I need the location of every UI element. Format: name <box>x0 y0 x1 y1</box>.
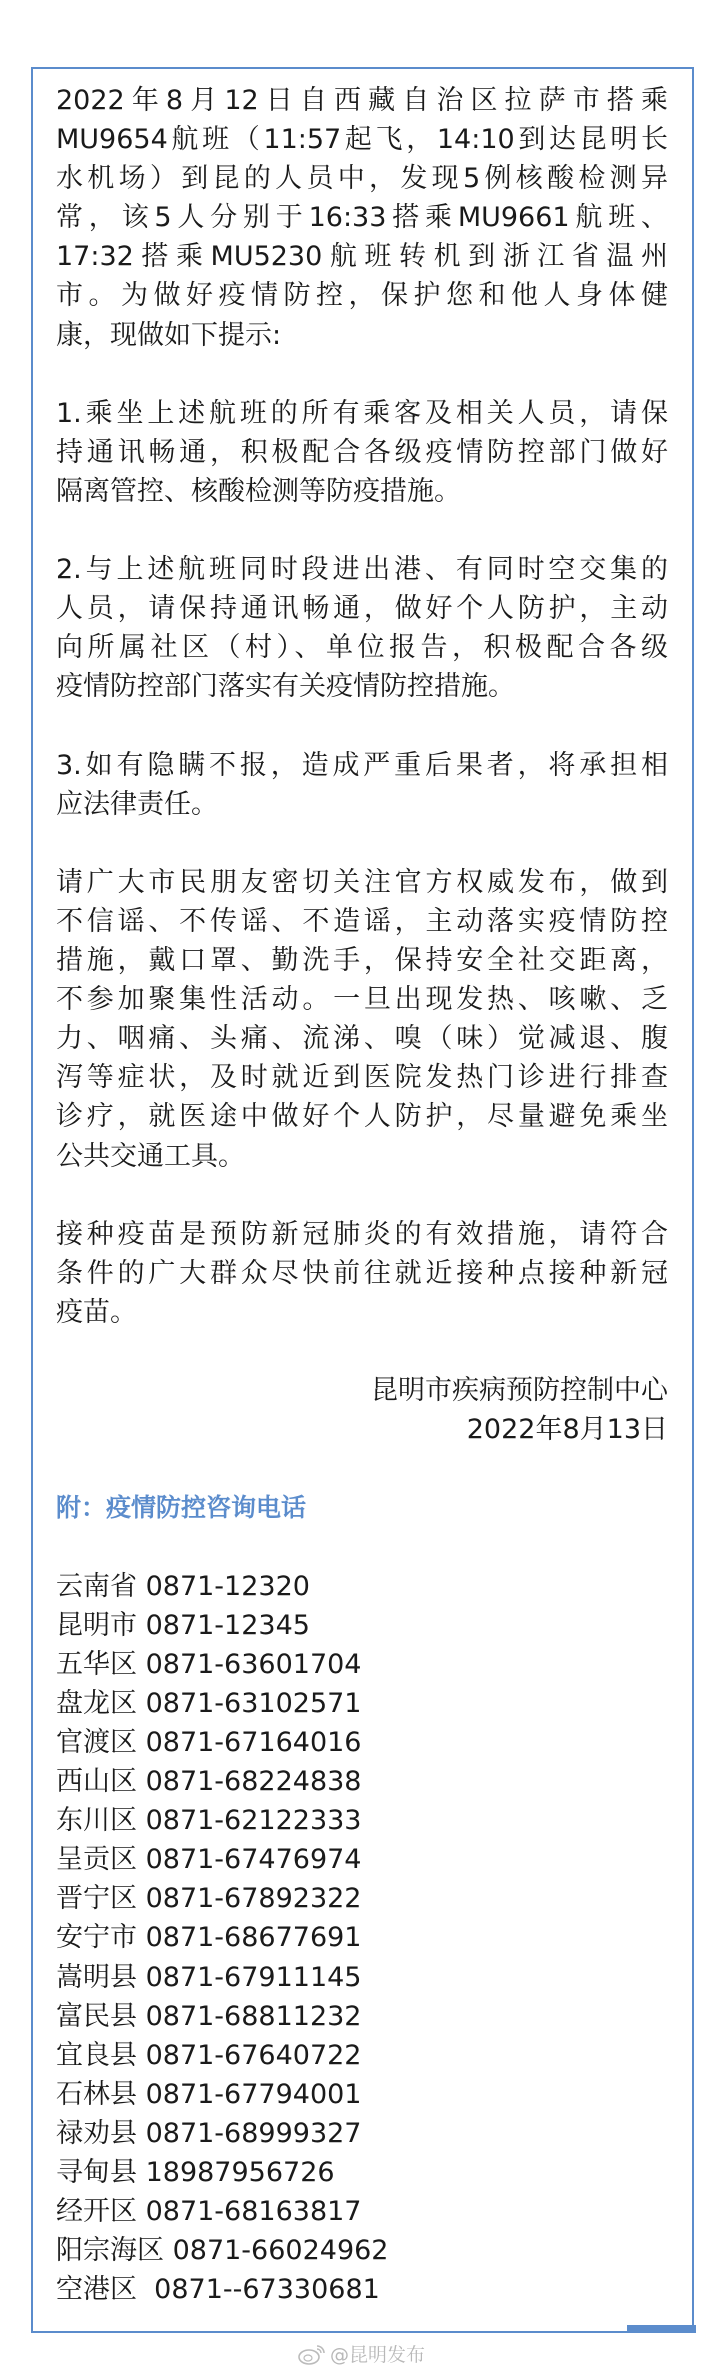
hotline-list <box>56 1567 668 2310</box>
notice-content <box>56 81 668 2309</box>
hotline-item <box>56 1879 668 1918</box>
paragraph-line: 不信谣、不传谣、不造谣，主动落实疫情防控 <box>56 905 668 937</box>
hotline-area: 阳宗海区 <box>56 2235 164 2267</box>
hotline-area: 五华区 <box>56 1648 137 1680</box>
paragraph-line: 持通讯畅通，积极配合各级疫情防控部门做好 <box>56 436 668 468</box>
hotline-item <box>56 2231 668 2270</box>
hotline-area: 云南省 <box>56 1570 137 1602</box>
hotline-area: 东川区 <box>56 1805 137 1837</box>
hotline-area: 宜良县 <box>56 2039 137 2071</box>
hotline-phone: 0871-63102571 <box>145 1687 362 1719</box>
paragraph <box>56 863 668 1176</box>
paragraph-line: 17:32搭乘MU5230航班转机到浙江省温州 <box>56 241 668 273</box>
paragraph-line: 人员，请保持通讯畅通，做好个人防护，主动 <box>56 593 668 625</box>
hotline-phone: 18987956726 <box>145 2156 335 2188</box>
paragraph-line: 措施，戴口罩、勤洗手，保持安全社交距离， <box>56 945 668 977</box>
hotline-phone: 0871-68677691 <box>145 1922 362 1954</box>
hotline-phone: 0871-67640722 <box>145 2039 362 2071</box>
hotline-phone: 0871-67476974 <box>145 1844 362 1876</box>
hotline-item <box>56 1645 668 1684</box>
hotline-item <box>56 1684 668 1723</box>
paragraph-line: 公共交通工具。 <box>56 1140 245 1172</box>
notice-paragraphs <box>56 81 668 1332</box>
hotline-phone: 0871-12320 <box>145 1570 310 1602</box>
hotline-area: 晋宁区 <box>56 1883 137 1915</box>
hotline-phone: 0871-68999327 <box>145 2117 362 2149</box>
hotline-item <box>56 2192 668 2231</box>
paragraph-line: 力、咽痛、头痛、流涕、嗅（味）觉减退、腹 <box>56 1023 668 1055</box>
frame-accent-bar <box>627 2325 696 2333</box>
paragraph <box>56 550 668 706</box>
hotline-area: 石林县 <box>56 2078 137 2110</box>
paragraph-line: 向所属社区（村）、单位报告，积极配合各级 <box>56 632 668 664</box>
paragraph-line: 疫情防控部门落实有关疫情防控措施。 <box>56 671 515 703</box>
paragraph-line: 请广大市民朋友密切关注官方权威发布，做到 <box>56 866 668 898</box>
hotline-item <box>56 2114 668 2153</box>
hotline-phone: 0871-68224838 <box>145 1766 362 1798</box>
paragraph-line: 诊疗，就医途中做好个人防护，尽量避免乘坐 <box>56 1101 668 1133</box>
paragraph-line: 2.与上述航班同时段进出港、有同时空交集的 <box>56 554 668 586</box>
hotline-phone: 0871-67794001 <box>145 2078 362 2110</box>
hotline-area: 富民县 <box>56 2000 137 2032</box>
hotline-area: 西山区 <box>56 1766 137 1798</box>
weibo-logo-icon <box>298 2343 326 2365</box>
hotline-phone: 0871-68163817 <box>145 2196 362 2228</box>
paragraph-line: 康，现做如下提示: <box>56 319 282 351</box>
hotline-heading: 附：疫情防控咨询电话 <box>56 1493 307 1523</box>
paragraph <box>56 746 668 824</box>
hotline-area: 经开区 <box>56 2196 137 2228</box>
hotline-area: 寻甸县 <box>56 2156 137 2188</box>
hotline-phone: 0871-67911145 <box>145 1961 362 1993</box>
hotline-area: 盘龙区 <box>56 1687 137 1719</box>
paragraph-line: 1.乘坐上述航班的所有乘客及相关人员，请保 <box>56 397 668 429</box>
paragraph-line: 2022年8月12日自西藏自治区拉萨市搭乘 <box>56 85 668 116</box>
hotline-item <box>56 1762 668 1801</box>
hotline-area: 官渡区 <box>56 1726 137 1758</box>
paragraph-line: 应法律责任。 <box>56 788 218 820</box>
hotline-area: 禄劝县 <box>56 2117 137 2149</box>
paragraph <box>56 394 668 511</box>
paragraph <box>56 81 668 355</box>
hotline-area: 嵩明县 <box>56 1961 137 1993</box>
hotline-item <box>56 2153 668 2192</box>
hotline-phone: 0871-63601704 <box>145 1648 362 1680</box>
paragraph-line: 隔离管控、核酸检测等防疫措施。 <box>56 475 461 507</box>
hotline-item <box>56 2036 668 2075</box>
paragraph-line: MU9654航班（11:57起飞，14:10到达昆明长 <box>56 124 668 156</box>
hotline-area: 安宁市 <box>56 1922 137 1954</box>
hotline-phone: 0871-66024962 <box>172 2235 389 2267</box>
hotline-phone: 0871-67164016 <box>145 1726 362 1758</box>
hotline-item <box>56 1723 668 1762</box>
paragraph-line: 水机场）到昆的人员中，发现5例核酸检测异 <box>56 163 668 195</box>
signature-date: 2022年8月13日 <box>466 1414 668 1446</box>
paragraph-line: 条件的广大群众尽快前往就近接种点接种新冠 <box>56 1257 668 1289</box>
hotline-item <box>56 1840 668 1879</box>
hotline-phone: 0871-68811232 <box>145 2000 362 2032</box>
hotline-item <box>56 1567 668 1606</box>
paragraph-line: 接种疫苗是预防新冠肺炎的有效措施，请符合 <box>56 1218 668 1250</box>
paragraph <box>56 1215 668 1332</box>
signature-org: 昆明市疾病预防控制中心 <box>371 1375 668 1407</box>
hotline-phone: 0871--67330681 <box>145 2274 380 2306</box>
hotline-item <box>56 1801 668 1840</box>
hotline-item <box>56 1918 668 1957</box>
paragraph-line: 3.如有隐瞒不报，造成严重后果者，将承担相 <box>56 749 668 781</box>
hotline-area: 昆明市 <box>56 1609 137 1641</box>
paragraph-line: 市。为做好疫情防控，保护您和他人身体健 <box>56 280 668 312</box>
hotline-phone: 0871-62122333 <box>145 1805 362 1837</box>
signature <box>56 1371 668 1449</box>
paragraph-line: 常，该5人分别于16:33搭乘MU9661航班、 <box>56 202 668 234</box>
paragraph-line: 不参加聚集性活动。一旦出现发热、咳嗽、乏 <box>56 984 668 1016</box>
watermark-text: @昆明发布 <box>330 2344 426 2366</box>
hotline-area: 空港区 <box>56 2274 137 2306</box>
watermark <box>298 2340 425 2367</box>
paragraph-line: 疫苗。 <box>56 1296 137 1328</box>
paragraph-line: 泻等症状，及时就近到医院发热门诊进行排查 <box>56 1062 668 1094</box>
hotline-item <box>56 2075 668 2114</box>
hotline-item <box>56 1997 668 2036</box>
hotline-area: 呈贡区 <box>56 1844 137 1876</box>
hotline-item <box>56 1958 668 1997</box>
hotline-phone: 0871-12345 <box>145 1609 310 1641</box>
hotline-item <box>56 2270 668 2309</box>
hotline-phone: 0871-67892322 <box>145 1883 362 1915</box>
hotline-item <box>56 1606 668 1645</box>
